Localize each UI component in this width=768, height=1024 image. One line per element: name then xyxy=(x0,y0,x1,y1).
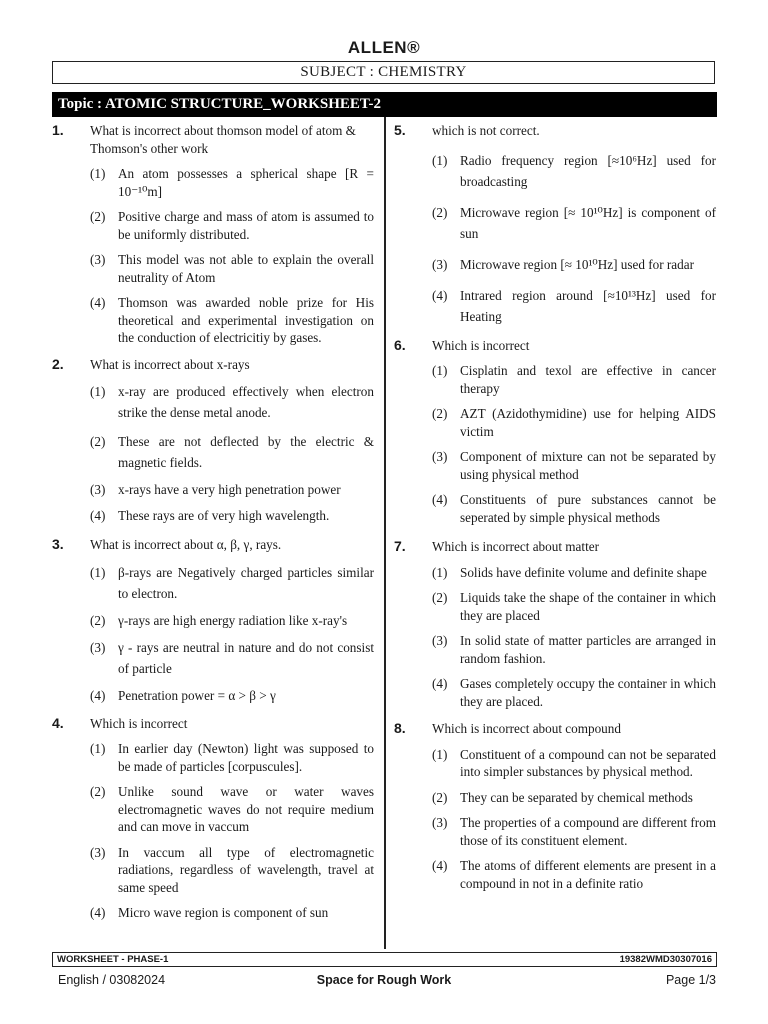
option-text: γ - rays are neutral in nature and do not consist of particle xyxy=(118,640,374,676)
option-text: x-rays have a very high penetration power xyxy=(118,482,341,497)
option-number: (3) xyxy=(90,482,106,497)
option-text: In earlier day (Newton) light was supposed to be made of particles [corpuscules]. xyxy=(118,741,374,774)
option-number: (1) xyxy=(90,564,106,580)
option xyxy=(432,448,716,483)
option-number: (3) xyxy=(432,449,448,464)
option-number: (2) xyxy=(90,612,106,628)
option-number: (2) xyxy=(432,590,448,605)
option-number: (3) xyxy=(432,633,448,648)
question-number: 2. xyxy=(52,355,64,372)
question-number: 3. xyxy=(52,536,64,552)
option-number: (2) xyxy=(432,204,448,220)
option-number: (2) xyxy=(90,784,106,799)
option xyxy=(90,208,374,243)
option-number: (4) xyxy=(432,287,448,303)
question-text: What is incorrect about x-rays xyxy=(90,356,250,372)
option-text: An atom possesses a spherical shape [R = 10⁻¹⁰m] xyxy=(118,166,374,199)
question-8 xyxy=(394,720,716,892)
option xyxy=(90,481,374,499)
option xyxy=(90,904,374,922)
option-text: Cisplatin and texol are effective in cancer therapy xyxy=(460,363,716,396)
option-text: Constituents of pure substances cannot be seperated by simple physical methods xyxy=(460,492,716,525)
option xyxy=(432,285,716,327)
option xyxy=(432,814,716,849)
question-2 xyxy=(52,356,374,525)
rough-work-label: Space for Rough Work xyxy=(316,973,452,987)
option xyxy=(90,687,374,705)
option-number: (2) xyxy=(432,406,448,421)
option xyxy=(90,612,374,630)
column-divider xyxy=(384,117,386,949)
option-text: These rays are of very high wavelength. xyxy=(118,507,330,523)
option-text: These are not deflected by the electric & magnetic fields. xyxy=(118,434,374,470)
allen-logo: ALLEN® xyxy=(347,38,421,57)
page-number: Page 1/3 xyxy=(665,973,716,987)
option-text: Intrared region around [≈10¹³Hz] used for Heating xyxy=(460,287,716,324)
option-number: (4) xyxy=(90,507,106,523)
option xyxy=(90,431,374,473)
option-number: (3) xyxy=(90,252,106,267)
option-text: Solids have definite volume and definite shape xyxy=(460,564,707,580)
question-number: 6. xyxy=(394,336,406,353)
option xyxy=(90,783,374,836)
question-1 xyxy=(52,122,374,347)
option xyxy=(432,202,716,244)
option-text: Positive charge and mass of atom is assumed to be uniformly distributed. xyxy=(118,209,374,242)
option-number: (1) xyxy=(90,384,106,399)
option-number: (2) xyxy=(90,209,106,224)
question-5 xyxy=(394,122,716,327)
option xyxy=(432,254,716,275)
option-text: Constituent of a compound can not be separated into simpler substances by physical method. xyxy=(460,746,716,779)
option-number: (1) xyxy=(432,564,448,580)
question-7 xyxy=(394,538,716,710)
option-text: Component of mixture can not be separated by using physical method xyxy=(460,449,716,482)
language-date: English / 03082024 xyxy=(58,973,166,987)
worksheet-code: 19382WMD30307016 xyxy=(619,954,712,965)
question-number: 1. xyxy=(52,122,64,138)
option-number: (3) xyxy=(90,640,106,655)
question-number: 4. xyxy=(52,714,64,731)
option xyxy=(432,632,716,667)
subject-title: SUBJECT : CHEMISTRY xyxy=(52,61,715,84)
option xyxy=(432,405,716,440)
option-number: (1) xyxy=(432,363,448,378)
question-text: What is incorrect about α, β, γ, rays. xyxy=(90,537,282,552)
option xyxy=(432,675,716,710)
option-text: This model was not able to explain the overall neutrality of Atom xyxy=(118,252,374,285)
option xyxy=(90,740,374,775)
question-text: which is not correct. xyxy=(432,123,540,138)
option xyxy=(90,637,374,679)
option xyxy=(90,844,374,897)
option-number: (4) xyxy=(432,492,448,507)
option-text: Microwave region [≈ 10¹⁰Hz] used for radar xyxy=(460,256,694,272)
question-number: 7. xyxy=(394,538,406,554)
option xyxy=(432,789,716,807)
option-text: Microwave region [≈ 10¹⁰Hz] is component of sun xyxy=(460,204,716,241)
option-text: Thomson was awarded noble prize for His theoretical and experimental investigation on the conduction of electricitiy by gases. xyxy=(118,295,374,345)
option-number: (4) xyxy=(90,295,106,310)
option xyxy=(90,294,374,347)
option-text: γ-rays are high energy radiation like x-ray's xyxy=(118,612,348,628)
question-text: Which is incorrect about compound xyxy=(432,721,621,736)
option-number: (3) xyxy=(432,256,448,272)
question-4 xyxy=(52,715,374,922)
option-number: (4) xyxy=(432,858,448,873)
question-number: 8. xyxy=(394,720,406,736)
left-column xyxy=(52,122,374,922)
option-number: (4) xyxy=(90,905,106,920)
option xyxy=(90,381,374,423)
question-text: Which is incorrect xyxy=(90,715,188,731)
option-number: (4) xyxy=(432,676,448,691)
option-number: (1) xyxy=(90,166,106,181)
question-text: Which is incorrect xyxy=(432,337,530,353)
option-text: Unlike sound wave or water waves electromagnetic waves do not require medium and can move in vaccum xyxy=(118,784,374,834)
option-number: (1) xyxy=(432,152,448,168)
option-text: Gases completely occupy the container in which they are placed. xyxy=(460,676,716,709)
question-6 xyxy=(394,337,716,527)
option-number: (1) xyxy=(432,746,448,762)
option xyxy=(432,564,716,582)
option xyxy=(432,589,716,624)
option-text: The properties of a compound are different from those of its constituent element. xyxy=(460,815,716,848)
option-number: (1) xyxy=(90,741,106,756)
question-text: What is incorrect about thomson model of atom & Thomson's other work xyxy=(90,123,356,156)
option xyxy=(90,507,374,525)
option xyxy=(90,251,374,286)
option xyxy=(432,857,716,892)
option xyxy=(432,362,716,397)
option-number: (2) xyxy=(90,434,106,449)
question-number: 5. xyxy=(394,122,406,138)
option-text: The atoms of different elements are present in a compound in not in a definite ratio xyxy=(460,858,716,891)
option xyxy=(90,165,374,200)
option-text: They can be separated by chemical methods xyxy=(460,789,693,805)
option xyxy=(432,746,716,781)
topic-bar: Topic : ATOMIC STRUCTURE_WORKSHEET-2 xyxy=(52,92,717,117)
option-text: In vaccum all type of electromagnetic radiations, regardless of wavelength, travel at same speed xyxy=(118,844,374,895)
option-text: Radio frequency region [≈10⁶Hz] used for broadcasting xyxy=(460,152,716,189)
option-text: β-rays are Negatively charged particles similar to electron. xyxy=(118,564,374,601)
option-text: x-ray are produced effectively when electron strike the dense metal anode. xyxy=(118,384,374,420)
option-number: (4) xyxy=(90,688,106,703)
question-3 xyxy=(52,536,374,705)
option-text: Micro wave region is component of sun xyxy=(118,905,329,920)
option xyxy=(432,491,716,526)
right-column xyxy=(394,122,716,892)
option-text: AZT (Azidothymidine) use for helping AIDS victim xyxy=(460,406,716,439)
question-text: Which is incorrect about matter xyxy=(432,539,599,554)
option xyxy=(432,150,716,192)
option-text: Penetration power = α > β > γ xyxy=(118,688,276,703)
worksheet-phase: WORKSHEET - PHASE-1 xyxy=(57,954,169,965)
option xyxy=(90,562,374,604)
option-text: Liquids take the shape of the container in which they are placed xyxy=(460,590,716,623)
option-number: (3) xyxy=(90,844,106,860)
option-number: (2) xyxy=(432,789,448,805)
option-text: In solid state of matter particles are arranged in random fashion. xyxy=(460,633,716,666)
worksheet-footer xyxy=(52,952,717,967)
option-number: (3) xyxy=(432,815,448,830)
